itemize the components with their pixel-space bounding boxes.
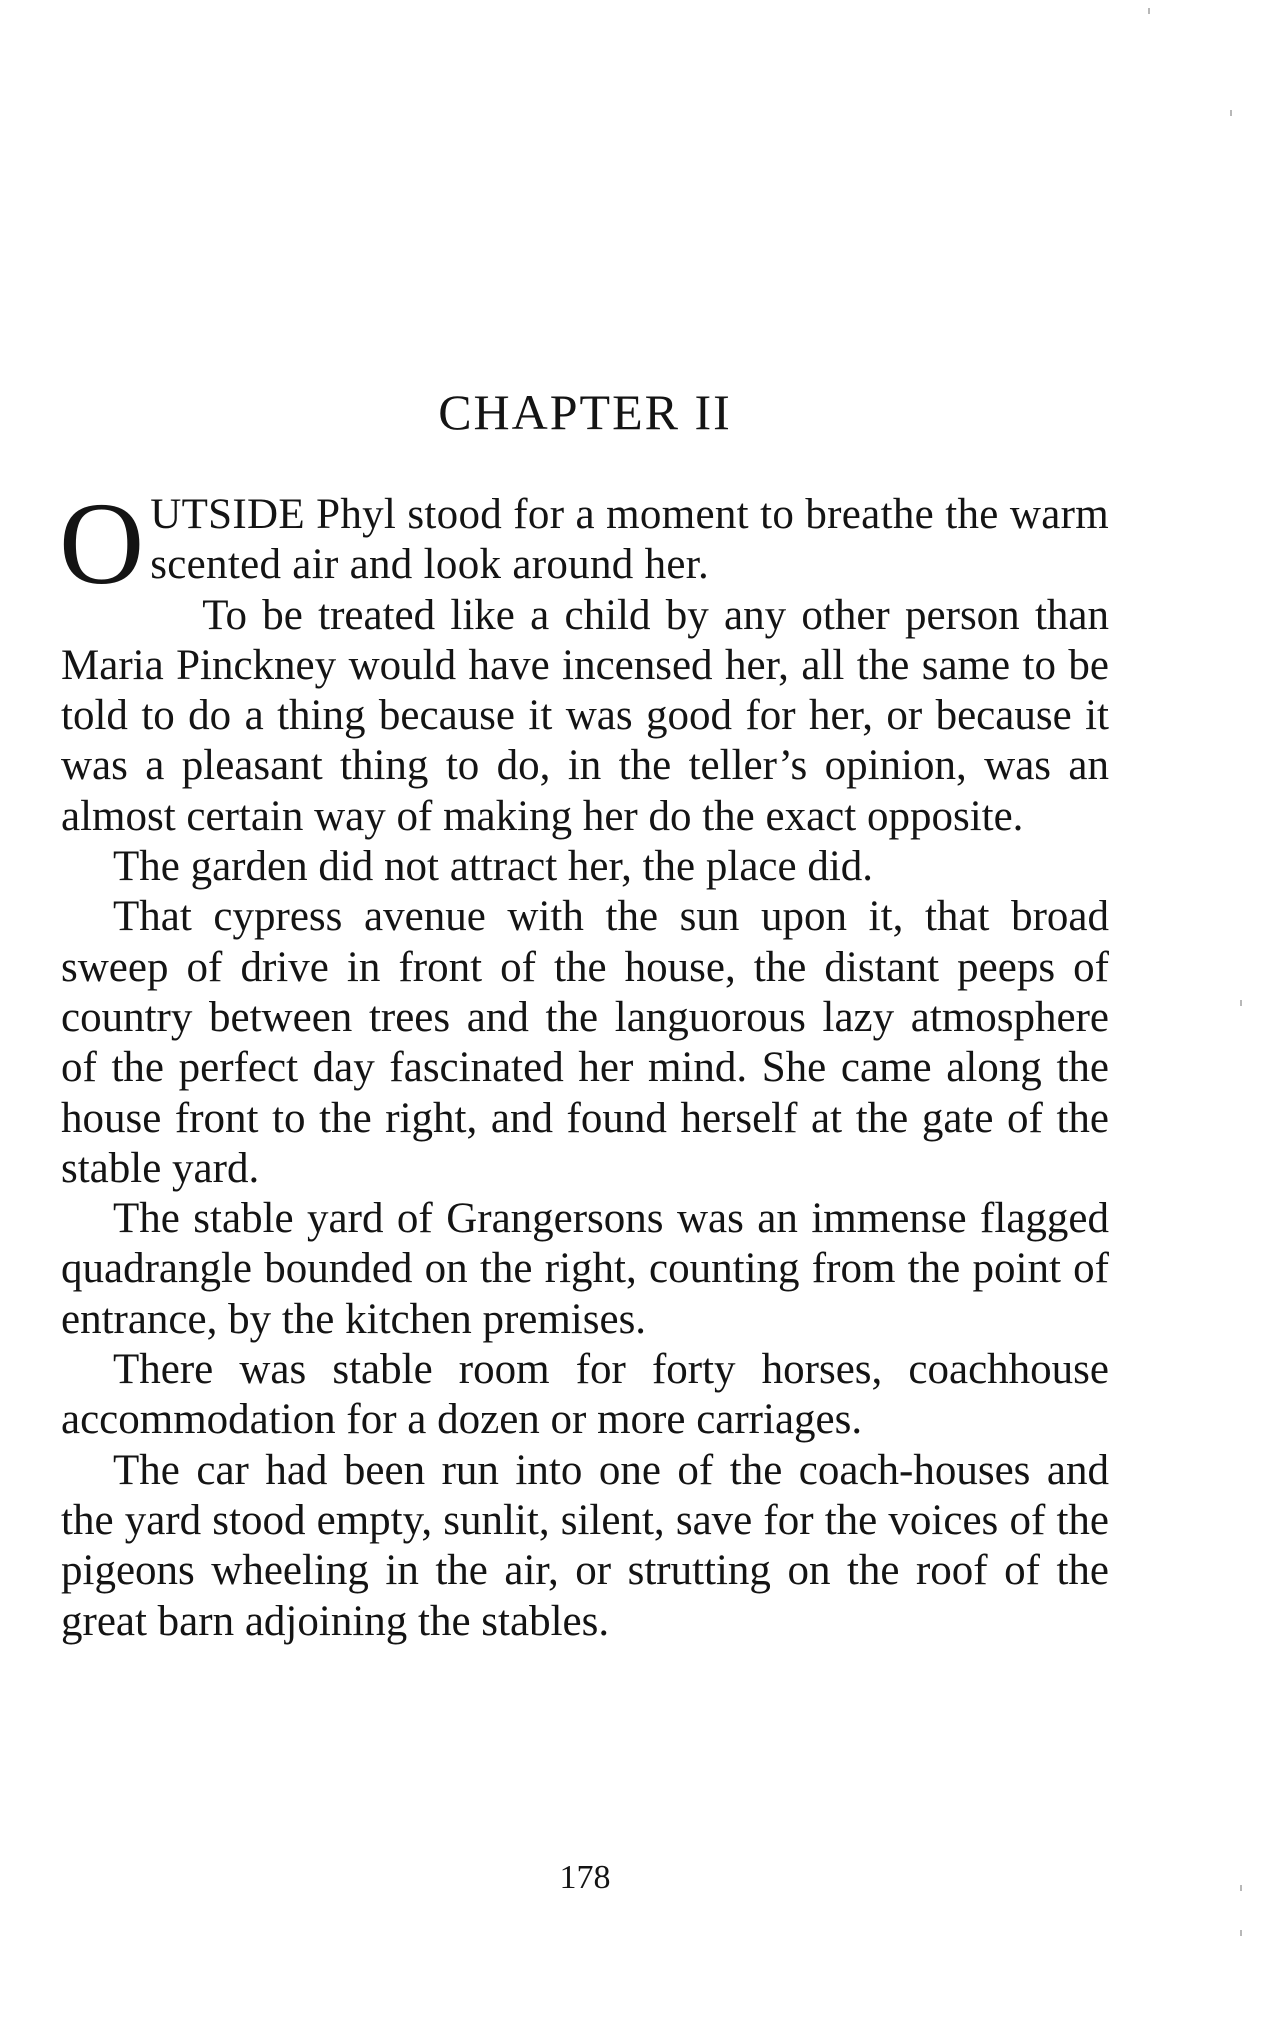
scan-speck: [1240, 1930, 1242, 1936]
scan-speck: [1240, 1000, 1242, 1006]
paragraph: There was stable room for forty horses, coachhouse accommodation for a dozen or more carriages.: [61, 1346, 1109, 1444]
chapter-heading: CHAPTER II: [438, 384, 732, 440]
paragraph: The car had been run into one of the coach-houses and the yard stood empty, sunlit, silent, save for the voices of the pigeons wheeling in the air, or strutting on the roof of the great barn adjoining the stables.: [61, 1446, 1109, 1645]
opening-paragraph-text: UTSIDE Phyl stood for a moment to breathe the warm scented air and look around her.: [150, 491, 1109, 589]
opening-paragraph: [59, 478, 1109, 609]
paragraph: The garden did not attract her, the place did.: [113, 843, 874, 891]
chapter-body: [59, 478, 1109, 1647]
paragraph: That cypress avenue with the sun upon it, that broad sweep of drive in front of the house, the distant peeps of country between trees and the languorous lazy atmosphere of the perfect day fascinated her mind. She came along the house front to the right, and found herself at the gate of the stable yard.: [61, 893, 1109, 1192]
page-number: 178: [559, 1859, 611, 1896]
scan-speck: [1148, 8, 1150, 14]
paragraph: The stable yard of Grangersons was an immense flagged quadrangle bounded on the right, counting from the point of entrance, by the kitchen premises.: [61, 1195, 1109, 1343]
paragraph: To be treated like a child by any other person than Maria Pinckney would have incensed her, all the same to be told to do a thing because it was good for her, or because it was a pleasant thing to do, in the teller’s opinion, was an almost certain way of making her do the exact opposite.: [61, 591, 1109, 840]
drop-cap: O: [59, 478, 145, 609]
scan-speck: [1230, 110, 1232, 116]
scan-speck: [1240, 1885, 1242, 1891]
